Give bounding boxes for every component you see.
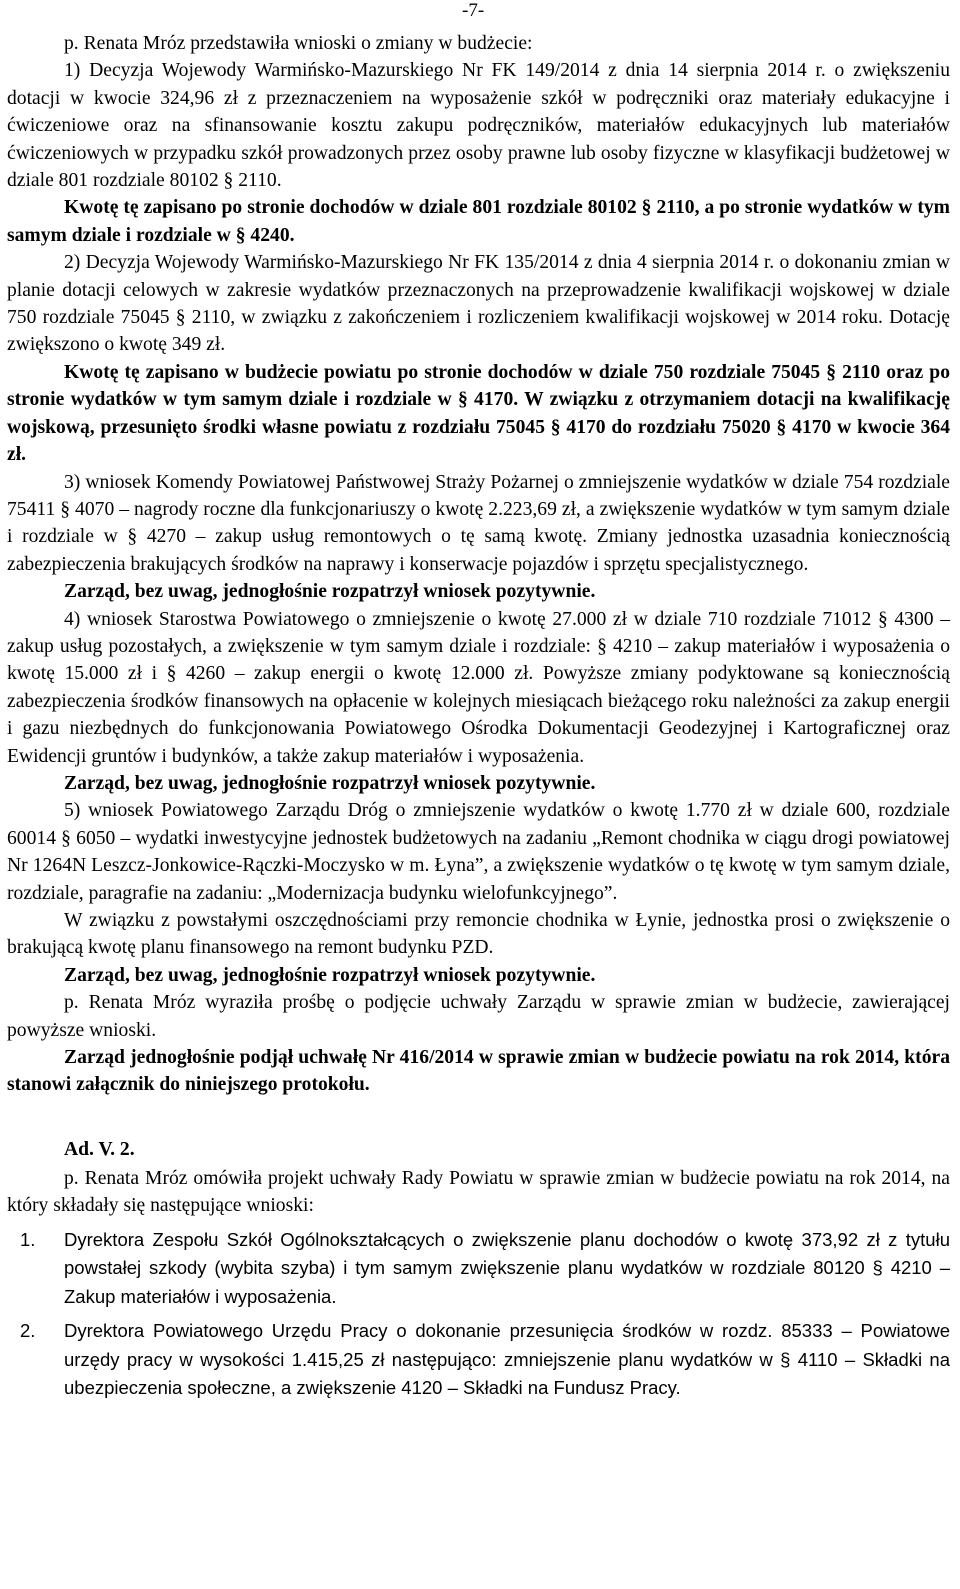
body-paragraph: 5) wniosek Powiatowego Zarządu Dróg o zmniejszenie wydatków o kwotę 1.770 zł w dziale 600, rozdziale 60014 § 6050 – wydatki inwestycyjne jednostek budżetowych na zadaniu „Remont chodnika w ciągu drogi powiatowej Nr 1264N Leszcz-Jonkowice-Rączki-Moczysko w m. Łyna”, a zwiększenie wydatków o tę kwotę w tym samym dziale, rozdziale, paragrafie na zadaniu: „Modernizacja budynku wielofunkcyjnego”. (7, 800, 950, 904)
list-item-text: Dyrektora Powiatowego Urzędu Pracy o dokonanie przesunięcia środków w rozdz. 85333 – Powiatowe urzędy pracy w wysokości 1.415,25 zł następująco: zmniejszenie planu wydatków w § 4110 – Składki na ubezpieczenia społeczne, a zwiększenie 4120 – Składki na Fundusz Pracy. (64, 1320, 950, 1399)
list-item-number: 1. (20, 1228, 36, 1250)
section-intro: p. Renata Mróz omówiła projekt uchwały Rady Powiatu w sprawie zmian w budżecie powiatu na rok 2014, na który składały się następujące wnioski: (7, 1167, 950, 1217)
body-paragraph: W związku z powstałymi oszczędnościami przy remoncie chodnika w Łynie, jednostka prosi o zwiększenie o brakującą kwotę planu finansowego na remont budynku PZD. (7, 910, 950, 959)
body-paragraph: 3) wniosek Komendy Powiatowej Państwowej Straży Pożarnej o zmniejszenie wydatków w dziale 754 rozdziale 75411 § 4070 – nagrody roczne dla funkcjonariuszy o kwotę 2.223,69 zł, a zwiększenie wydatków w tym samym dziale i rozdziale w § 4270 – zakup usług remontowych o tę samą kwotę. Zmiany jednostka uzasadnia koniecznością zabezpieczenia brakujących środków na naprawy i konserwacje pojazdów i sprzętu specjalistycznego. (7, 471, 950, 575)
body-paragraph: 1) Decyzja Wojewody Warmińsko-Mazurskiego Nr FK 149/2014 z dnia 14 sierpnia 2014 r. o zwiększeniu dotacji w kwocie 324,96 zł z przeznaczeniem na wyposażenie szkół w podręczniki oraz materiały edukacyjne i ćwiczeniowe oraz na sfinansowanie kosztu zakupu podręczników, materiałów edukacyjnych lub materiałów ćwiczeniowych w przypadku szkół prowadzonych przez osoby prawne lub osoby fizyczne w klasyfikacji budżetowej w dziale 801 rozdziale 80102 § 2110. (7, 60, 950, 192)
body-paragraph: 2) Decyzja Wojewody Warmińsko-Mazurskiego Nr FK 135/2014 z dnia 4 sierpnia 2014 r. o dokonaniu zmian w planie dotacji celowych w zakresie wydatków przeznaczonych na przeprowadzenie kwalifikacji wojskowej w dziale 750 rozdziale 75045 § 2110, w związku z zakończeniem i rozliczeniem kwalifikacji wojskowej w 2014 roku. Dotację zwiększono o kwotę 349 zł. (7, 252, 950, 356)
list-item (7, 1226, 950, 1312)
decision-paragraph: Kwotę tę zapisano w budżecie powiatu po stronie dochodów w dziale 750 rozdziale 75045 § 2110 oraz po stronie wydatków w tym samym dziale i rozdziale w § 4170. W związku z otrzymaniem dotacji na kwalifikację wojskową, przesunięto środki własne powiatu z rozdziału 75045 § 4170 do rozdziału 75020 § 4170 w kwocie 364 zł. (7, 361, 950, 466)
list-item-text: Dyrektora Zespołu Szkół Ogólnokształcących o zwiększenie planu dochodów o kwotę 373,92 zł z tytułu powstałej szkody (wybita szyba) i tym samym zwiększenie planu wydatków w rozdziale 80120 § 4210 – Zakup materiałów i wyposażenia. (64, 1228, 950, 1307)
decision-paragraph: Zarząd, bez uwag, jednogłośnie rozpatrzył wniosek pozytywnie. (64, 581, 596, 603)
body-paragraph: p. Renata Mróz wyraziła prośbę o podjęcie uchwały Zarządu w sprawie zmian w budżecie, zawierającej powyższe wnioski. (7, 992, 950, 1041)
resolution-paragraphs (7, 30, 950, 1099)
motions-list (7, 1226, 950, 1403)
page-number: -7- (462, 0, 485, 21)
list-item (7, 1317, 950, 1403)
list-item-number: 2. (20, 1320, 36, 1342)
section-gap (7, 1099, 950, 1135)
decision-paragraph: Kwotę tę zapisano po stronie dochodów w dziale 801 rozdziale 80102 § 2110, a po stronie wydatków w tym samym dziale i rozdziale w § 4240. (7, 197, 950, 246)
body-paragraph: p. Renata Mróz przedstawiła wnioski o zmiany w budżecie: (64, 33, 533, 54)
decision-paragraph: Zarząd jednogłośnie podjął uchwałę Nr 416/2014 w sprawie zmian w budżecie powiatu na rok 2014, która stanowi załącznik do niniejszego protokołu. (7, 1047, 950, 1096)
document-body (7, 30, 950, 1409)
section-heading: Ad. V. 2. (64, 1138, 135, 1160)
decision-paragraph: Zarząd, bez uwag, jednogłośnie rozpatrzył wniosek pozytywnie. (64, 964, 596, 986)
body-paragraph: 4) wniosek Starostwa Powiatowego o zmniejszenie o kwotę 27.000 zł w dziale 710 rozdziale 71012 § 4300 – zakup usług pozostałych, a zwiększenie w tym samym dziale i rozdziale: § 4210 – zakup materiałów i wyposażenia o kwotę 15.000 zł i § 4260 – zakup energii o kwotę 12.000 zł. Powyższe zmiany podyktowane są koniecznością zabezpieczenia środków finansowych na opłacenie w kolejnych miesiącach bieżącego roku należności za zakup energii i gazu niezbędnych do funkcjonowania Powiatowego Ośrodka Dokumentacji Geodezyjnej i Kartograficznej oraz Ewidencji gruntów i budynków, a także zakup materiałów i wyposażenia. (7, 608, 950, 767)
decision-paragraph: Zarząd, bez uwag, jednogłośnie rozpatrzył wniosek pozytywnie. (64, 772, 596, 794)
